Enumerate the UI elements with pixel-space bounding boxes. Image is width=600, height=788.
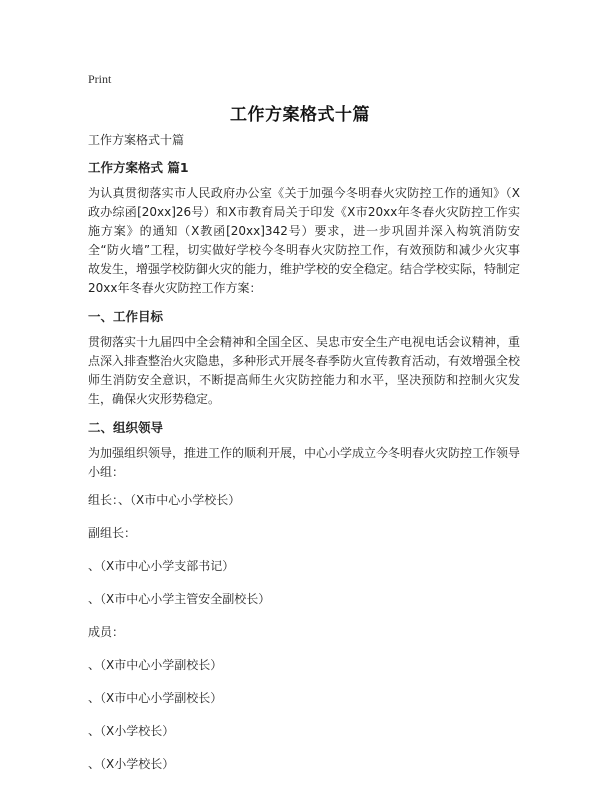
page-title: 工作方案格式十篇: [230, 105, 370, 125]
member-line-1: 、（X市中心小学副校长）: [88, 658, 223, 672]
section-heading-1: 工作方案格式 篇1: [88, 160, 189, 175]
members-label: 成员：: [88, 625, 125, 639]
heading-work-goal: 一、工作目标: [88, 309, 164, 324]
intro-paragraph: 为认真贯彻落实市人民政府办公室《关于加强今冬明春火灾防控工作的通知》（X政办综函[20xx]26号）和X市教育局关于印发《X市20xx年冬春火灾防控工作实施方案》的通知（X教函[20xx]342号）要求，进一步巩固并深入构筑消防安全“防火墙”工程，切实做好学校今冬明春火灾防控工作，有效预防和减少火灾事故发生，增强学校防御火灾的能力，维护学校的安全稳定。结合学校实际，特制定20xx年冬春火灾防控工作方案：: [88, 186, 521, 295]
member-line-2: 、（X市中心小学副校长）: [88, 691, 223, 705]
member-line-4: 、（X小学校长）: [88, 757, 175, 771]
heading-organization: 二、组织领导: [88, 420, 164, 435]
print-label: Print: [88, 72, 112, 86]
goal-paragraph: 贯彻落实十九届四中全会精神和全国全区、吴忠市安全生产电视电话会议精神，重点深入排查整治火灾隐患，多种形式开展冬春季防火宣传教育活动，有效增强全校师生消防安全意识，不断提高师生火灾防控能力和水平，坚决预防和控制火灾发生，确保火灾形势稳定。: [88, 335, 521, 406]
organization-paragraph: 为加强组织领导，推进工作的顺利开展，中心小学成立今冬明春火灾防控工作领导小组：: [88, 446, 521, 479]
deputy-line-2: 、（X市中心小学主管安全副校长）: [88, 592, 271, 606]
document-body: [88, 131, 520, 788]
deputy-line-1: 、（X市中心小学支部书记）: [88, 559, 235, 573]
document-subtitle: 工作方案格式十篇: [88, 133, 185, 147]
member-line-3: 、（X小学校长）: [88, 724, 175, 738]
leader-line: 组长：、（X市中心小学校长）: [88, 493, 241, 507]
deputy-label: 副组长：: [88, 526, 137, 540]
